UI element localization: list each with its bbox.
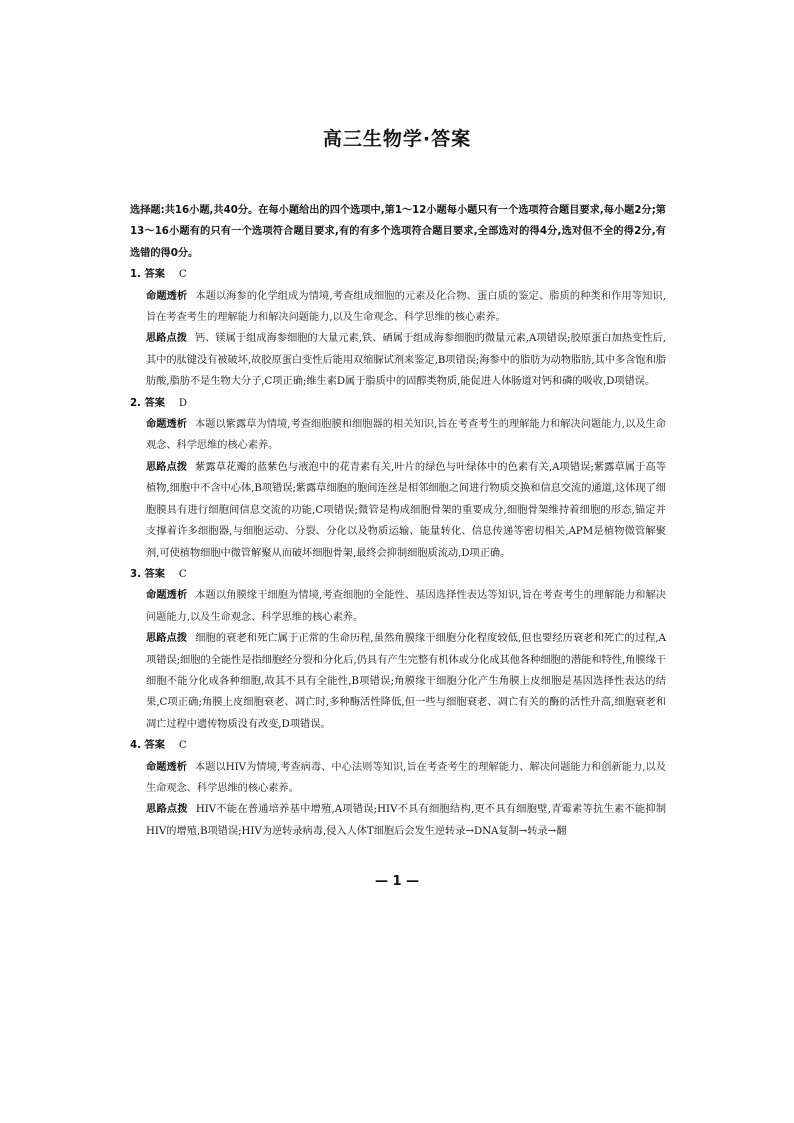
answer-label: 答案	[144, 269, 165, 281]
analysis-label: 命题透析	[146, 761, 188, 773]
question-1	[130, 264, 666, 392]
question-header	[130, 264, 666, 285]
analysis-block	[130, 757, 666, 800]
analysis-text: 本题以角膜缘干细胞为情境,考查细胞的全能性、基因选择性表达等知识,旨在考查考生的理解能力和解决问题能力,以及生命观念、科学思维的核心素养。	[146, 590, 666, 623]
question-number: 3.	[130, 568, 141, 580]
answer-choice: C	[178, 269, 187, 281]
answer-choice: C	[178, 740, 187, 752]
answer-choice: C	[178, 568, 187, 580]
hint-text: 钙、镁属于组成海参细胞的大量元素,铁、硒属于组成海参细胞的微量元素,A项错误;胶原蛋白加热变性后,其中的肽键没有被破坏,故胶原蛋白变性后能用双缩脲试剂来鉴定,B项错误;海参中的脂肪为动物脂肪,其中多含饱和脂肪酸,脂肪不是生物大分子,C项正确;维生素D属于脂质中的固醇类物质,能促进人体肠道对钙和磷的吸收,D项错误。	[146, 333, 667, 388]
hint-block	[130, 457, 666, 564]
analysis-label: 命题透析	[146, 419, 187, 431]
hint-block	[130, 328, 666, 392]
question-header	[130, 564, 666, 585]
hint-label: 思路点拨	[146, 804, 188, 816]
hint-text: 细胞的衰老和死亡属于正常的生命历程,虽然角膜缘干细胞分化程度较低,但也要经历衰老和死亡的过程,A项错误;细胞的全能性是指细胞经分裂和分化后,仍具有产生完整有机体或分化成其他各种细胞的潜能和特性,角膜缘干细胞不能分化成各种细胞,故其不具有全能性,B项错误;角膜缘干细胞分化产生角膜上皮细胞是基因选择性表达的结果,C项正确;角膜上皮细胞衰老、凋亡时,多种酶活性降低,但一些与细胞衰老、凋亡有关的酶的活性升高,细胞衰老和凋亡过程中遗传物质没有改变,D项错误。	[146, 633, 666, 730]
analysis-text: 本题以紫露草为情境,考查细胞膜和细胞器的相关知识,旨在考查考生的理解能力和解决问题能力,以及生命观念、科学思维的核心素养。	[146, 419, 666, 452]
analysis-block	[130, 286, 666, 329]
analysis-text: 本题以HIV为情境,考查病毒、中心法则等知识,旨在考查考生的理解能力、解决问题能力和创新能力,以及生命观念、科学思维的核心素养。	[146, 761, 667, 794]
answer-label: 答案	[144, 397, 165, 409]
instructions: 选择题:共16小题,共40分。在每小题给出的四个选项中,第1～12小题每小题只有一个选项符合题目要求,每小题2分;第13～16小题有的只有一个选项符合题目要求,有的有多个选项符合题目要求,全部选对的得4分,选对但不全的得2分,有选错的得0分。	[130, 205, 666, 259]
question-number: 4.	[130, 740, 141, 752]
hint-block	[130, 628, 666, 735]
question-2	[130, 393, 666, 564]
analysis-label: 命题透析	[146, 290, 188, 302]
answer-label: 答案	[144, 740, 165, 752]
analysis-label: 命题透析	[146, 590, 188, 602]
analysis-block	[130, 414, 666, 457]
hint-block	[130, 799, 666, 842]
question-header	[130, 393, 666, 414]
answer-label: 答案	[144, 568, 165, 580]
analysis-text: 本题以海参的化学组成为情境,考查组成细胞的元素及化合物、蛋白质的鉴定、脂质的种类和作用等知识,旨在考查考生的理解能力和解决问题能力,以及生命观念、科学思维的核心素养。	[146, 290, 666, 324]
hint-text: 紫露草花瓣的蓝紫色与液泡中的花青素有关,叶片的绿色与叶绿体中的色素有关,A项错误;紫露草属于高等植物,细胞中不含中心体,B项错误;紫露草细胞的胞间连丝是相邻细胞之间进行物质交换和信息交流的通道,这体现了细胞膜具有进行细胞间信息交流的功能,C项错误;微管是构成细胞骨架的重要成分,细胞骨架维持着细胞的形态,锚定并支撑着许多细胞器,与细胞运动、分裂、分化以及物质运输、能量转化、信息传递等密切相关,APM是植物微管解聚剂,可使植物细胞中微管解聚从而破坏细胞骨架,最终会抑制细胞质流动,D项正确。	[146, 461, 667, 559]
hint-label: 思路点拨	[146, 333, 187, 345]
page-title: 高三生物学·答案	[322, 128, 472, 150]
answer-content	[130, 200, 666, 842]
hint-label: 思路点拨	[146, 633, 188, 645]
question-number: 1.	[130, 269, 141, 281]
page-number: — 1 —	[374, 874, 420, 889]
question-number: 2.	[130, 397, 141, 409]
question-3	[130, 564, 666, 735]
hint-label: 思路点拨	[146, 461, 188, 473]
question-header	[130, 735, 666, 756]
analysis-block	[130, 585, 666, 628]
hint-text: HIV不能在普通培养基中增殖,A项错误;HIV不具有细胞结构,更不具有细胞壁,青霉素等抗生素不能抑制HIV的增殖,B项错误;HIV为逆转录病毒,侵入人体T细胞后会发生逆转录→DNA复制→转录→翻	[146, 804, 667, 837]
answer-choice: D	[178, 397, 188, 409]
question-4	[130, 735, 666, 842]
